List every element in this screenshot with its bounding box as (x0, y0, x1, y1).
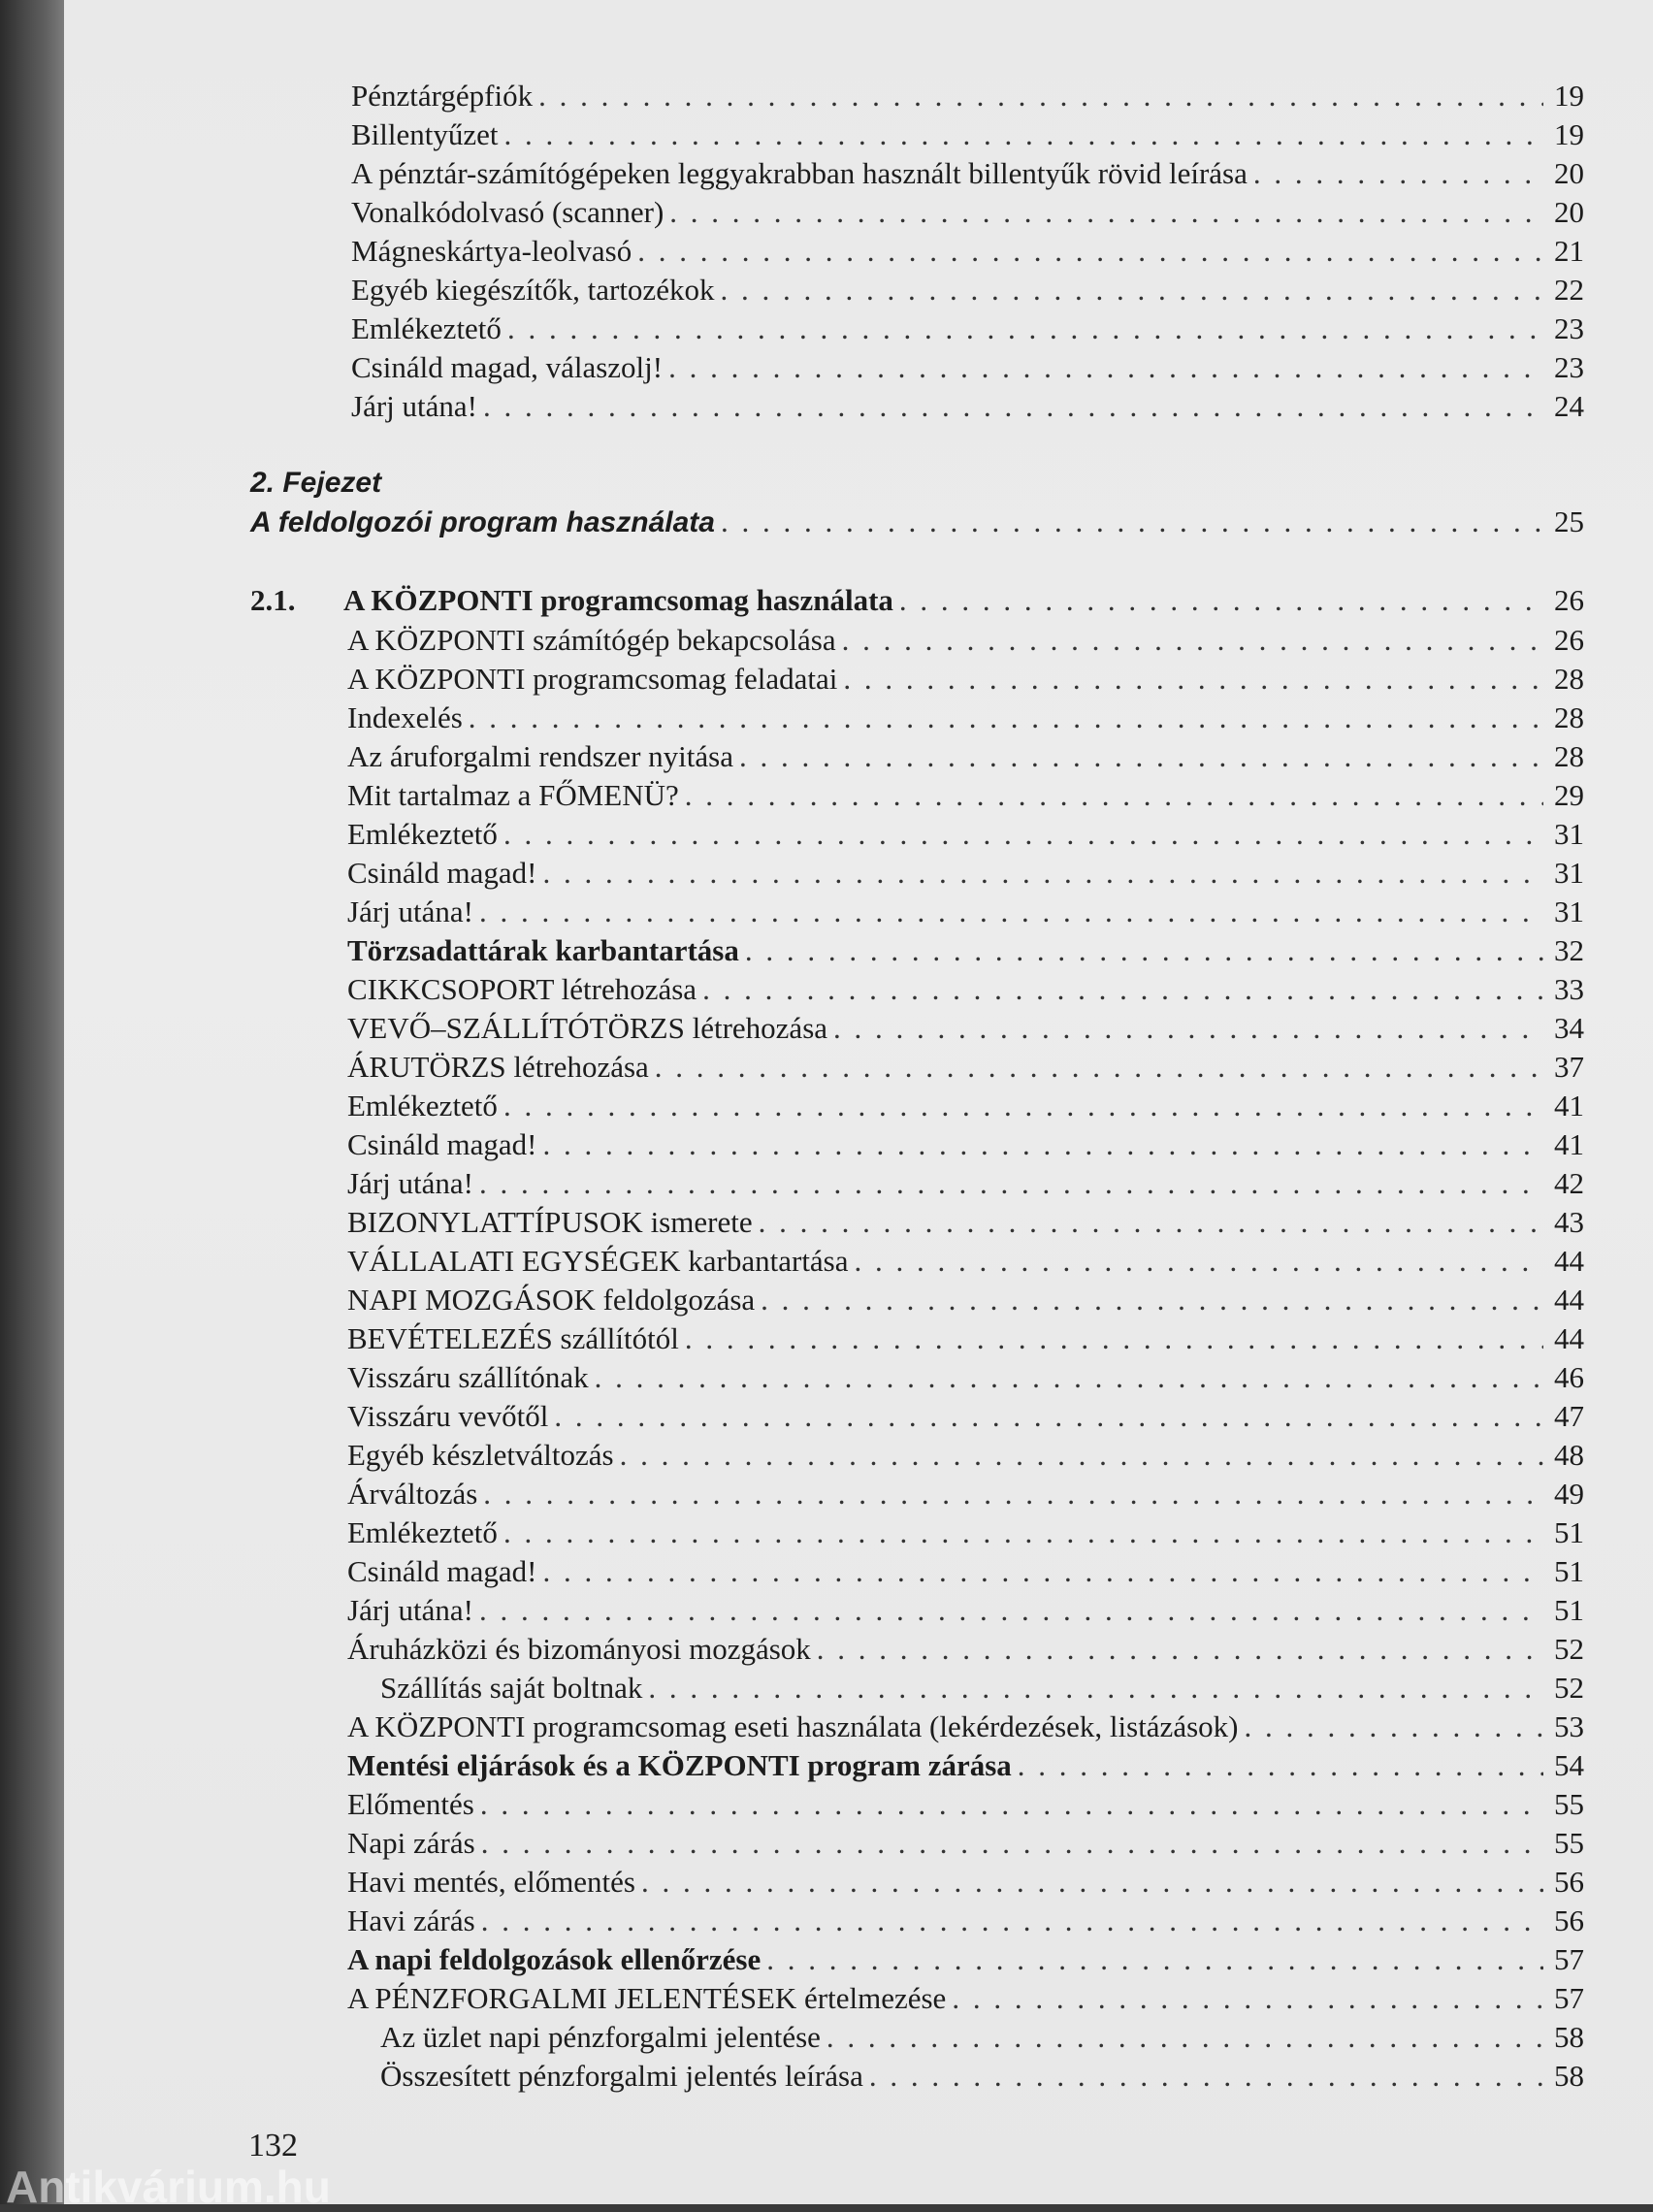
toc-entry-page: 44 (1554, 1283, 1584, 1317)
toc-entry-title: A PÉNZFORGALMI JELENTÉSEK értelmezése (347, 1981, 947, 2015)
leader-dots (855, 1242, 1543, 1281)
leader-dots (739, 737, 1543, 776)
toc-entry-title: Egyéb készletváltozás (347, 1438, 614, 1472)
toc-entry (347, 970, 1584, 1009)
toc-entry (380, 2057, 1584, 2096)
toc-entry-page: 42 (1554, 1166, 1584, 1200)
toc-entry-page: 23 (1554, 311, 1584, 345)
toc-entry-title: Csináld magad, válaszolj! (351, 350, 664, 384)
toc-entry-page: 48 (1554, 1438, 1584, 1472)
toc-entry-title: Mit tartalmaz a FŐMENÜ? (347, 778, 679, 812)
toc-entry-title: Billentyűzet (351, 117, 499, 151)
toc-entry-title: Emlékeztető (347, 1515, 498, 1549)
toc-entry (347, 1242, 1584, 1281)
leader-dots (745, 931, 1543, 970)
toc-entry-page: 44 (1554, 1321, 1584, 1355)
toc-entry-title: Járj utána! (347, 895, 473, 928)
leader-dots (595, 1358, 1543, 1397)
toc-entry-title: Indexelés (347, 700, 463, 734)
toc-entry (347, 621, 1584, 660)
toc-entry-title: Visszáru szállítónak (347, 1360, 589, 1394)
toc-entry-title: Vonalkódolvasó (scanner) (351, 195, 664, 229)
toc-entry-title: Havi mentés, előmentés (347, 1865, 635, 1899)
toc-entry (347, 815, 1584, 854)
leader-dots (817, 1630, 1543, 1669)
toc-entry-page: 21 (1554, 234, 1584, 268)
toc-entry-page: 33 (1554, 972, 1584, 1006)
toc-entry (347, 1708, 1584, 1746)
toc-entry (347, 1125, 1584, 1164)
toc-entry (347, 1475, 1584, 1513)
toc-entry (347, 1319, 1584, 1358)
toc-entry-page: 34 (1554, 1011, 1584, 1045)
leader-dots (1244, 1708, 1543, 1746)
toc-entry (347, 931, 1584, 970)
leader-dots (481, 1824, 1543, 1863)
leader-dots (655, 1048, 1543, 1087)
toc-entry-page: 20 (1554, 195, 1584, 229)
toc-entry-title: Emlékeztető (351, 311, 502, 345)
toc-entry (347, 1009, 1584, 1048)
toc-entry (351, 271, 1584, 309)
page-number: 132 (248, 2128, 298, 2163)
toc-entry-page: 43 (1554, 1205, 1584, 1239)
toc-entry-page: 55 (1554, 1787, 1584, 1821)
toc-entry-title: A KÖZPONTI programcsomag feladatai (347, 662, 838, 696)
toc-entry (347, 1630, 1584, 1669)
toc-entry-title: Az üzlet napi pénzforgalmi jelentése (380, 2020, 821, 2054)
toc-entry (347, 1746, 1584, 1785)
toc-entry (347, 1785, 1584, 1824)
toc-entry (347, 1048, 1584, 1087)
leader-dots (669, 193, 1543, 232)
toc-entry (351, 77, 1584, 115)
toc-entry (351, 193, 1584, 232)
leader-dots (766, 1940, 1543, 1979)
toc-entry (351, 154, 1584, 193)
leader-dots (685, 776, 1543, 815)
toc-entry-title: NAPI MOZGÁSOK feldolgozása (347, 1283, 756, 1317)
toc-entry-title: BEVÉTELEZÉS szállítótól (347, 1321, 679, 1355)
toc-entry-page: 41 (1554, 1089, 1584, 1122)
toc-entry-page: 58 (1554, 2059, 1584, 2093)
toc-entry-page: 24 (1554, 389, 1584, 423)
toc-entry (351, 348, 1584, 387)
toc-entry-title: BIZONYLATTÍPUSOK ismerete (347, 1205, 753, 1239)
toc-entry (351, 387, 1584, 426)
toc-entry (347, 1087, 1584, 1125)
leader-dots (720, 271, 1543, 309)
toc-entry-page: 29 (1554, 778, 1584, 812)
toc-entry (347, 1979, 1584, 2018)
leader-dots (481, 1902, 1543, 1940)
toc-entry-page: 20 (1554, 156, 1584, 190)
leader-dots (721, 503, 1543, 541)
toc-entry (347, 1863, 1584, 1902)
toc-entry-page: 28 (1554, 662, 1584, 696)
leader-dots (869, 2057, 1543, 2096)
toc-entry (351, 232, 1584, 271)
leader-dots (1018, 1746, 1543, 1785)
toc-entry-title: Összesített pénzforgalmi jelentés leírása (380, 2059, 863, 2093)
toc-entry-title: Csináld magad! (347, 1554, 537, 1588)
toc-entry-page: 19 (1554, 117, 1584, 151)
toc-entry-page: 46 (1554, 1360, 1584, 1394)
leader-dots (826, 2018, 1543, 2057)
toc-entry-page: 52 (1554, 1632, 1584, 1666)
section-number: 2.1. (250, 583, 296, 617)
toc-entry-page: 44 (1554, 1244, 1584, 1278)
toc-entry-title: VÁLLALATI EGYSÉGEK karbantartása (347, 1244, 849, 1278)
leader-dots (483, 387, 1543, 426)
book-page (64, 0, 1653, 2204)
toc-entry-page: 37 (1554, 1050, 1584, 1084)
toc-entry (347, 699, 1584, 737)
toc-entry-page: 31 (1554, 895, 1584, 928)
toc-entry-title: Járj utána! (347, 1593, 473, 1627)
toc-entry-page: 51 (1554, 1554, 1584, 1588)
chapter-title-row (250, 503, 1584, 541)
toc-subsection-title: A napi feldolgozások ellenőrzése (347, 1942, 762, 1976)
leader-dots (507, 309, 1543, 348)
leader-dots (480, 1785, 1543, 1824)
toc-entry-page: 52 (1554, 1671, 1584, 1705)
toc-entry (380, 2018, 1584, 2057)
leader-dots (685, 1319, 1543, 1358)
leader-dots (483, 1475, 1543, 1513)
leader-dots (843, 660, 1543, 699)
book-spine-shadow (0, 0, 64, 2204)
leader-dots (702, 970, 1543, 1009)
toc-entry-title: Áruházközi és bizományosi mozgások (347, 1632, 811, 1666)
toc-entry-page: 56 (1554, 1903, 1584, 1937)
leader-dots (637, 232, 1543, 271)
toc-entry-title: A pénztár-számítógépeken leggyakrabban használt billentyűk rövid leírása (351, 156, 1248, 190)
toc-entry-page: 28 (1554, 700, 1584, 734)
watermark-text: Antikvárium.hu (6, 2162, 331, 2212)
leader-dots (833, 1009, 1543, 1048)
toc-entry-page: 57 (1554, 1942, 1584, 1976)
leader-dots (1253, 154, 1543, 193)
toc-entry-title: Szállítás saját boltnak (380, 1671, 643, 1705)
leader-dots (542, 854, 1543, 893)
toc-entry (347, 776, 1584, 815)
toc-entry-title: Csináld magad! (347, 1127, 537, 1161)
leader-dots (479, 893, 1543, 931)
toc-entry (347, 1203, 1584, 1242)
toc-entry-page: 31 (1554, 856, 1584, 890)
leader-dots (554, 1397, 1543, 1436)
leader-dots (952, 1979, 1543, 2018)
toc-entry (347, 1164, 1584, 1203)
toc-entry-title: Az áruforgalmi rendszer nyitása (347, 739, 733, 773)
leader-dots (899, 581, 1543, 620)
section-title: A KÖZPONTI programcsomag használata (343, 583, 893, 617)
toc-entry-title: VEVŐ–SZÁLLÍTÓTÖRZS létrehozása (347, 1011, 828, 1045)
leader-dots (842, 621, 1543, 660)
section-row (250, 581, 1584, 620)
toc-entry-page: 22 (1554, 273, 1584, 307)
toc-entry-page: 41 (1554, 1127, 1584, 1161)
leader-dots (620, 1436, 1543, 1475)
toc-entry (347, 893, 1584, 931)
leader-dots (641, 1863, 1543, 1902)
leader-dots (503, 1513, 1543, 1552)
leader-dots (538, 77, 1543, 115)
toc-entry (347, 854, 1584, 893)
toc-entry-page: 51 (1554, 1515, 1584, 1549)
toc-entry-page: 31 (1554, 817, 1584, 851)
toc-subsection-title: Mentési eljárások és a KÖZPONTI program zárása (347, 1748, 1012, 1782)
toc-entry-title: CIKKCSOPORT létrehozása (347, 972, 697, 1006)
chapter-title: A feldolgozói program használata (250, 506, 715, 538)
toc-entry (347, 1552, 1584, 1591)
toc-entry (347, 1902, 1584, 1940)
toc-entry-title: A KÖZPONTI számítógép bekapcsolása (347, 623, 836, 657)
toc-entry (351, 115, 1584, 154)
toc-entry-page: 26 (1554, 623, 1584, 657)
section-page: 26 (1554, 583, 1584, 617)
leader-dots (542, 1552, 1543, 1591)
leader-dots (479, 1591, 1543, 1630)
toc-entry-title: Árváltozás (347, 1477, 478, 1511)
leader-dots (759, 1203, 1543, 1242)
toc-entry (347, 1591, 1584, 1630)
toc-entry (347, 1513, 1584, 1552)
toc-entry-page: 23 (1554, 350, 1584, 384)
leader-dots (503, 1087, 1543, 1125)
toc-entry-page: 19 (1554, 79, 1584, 113)
toc-entry-title: Csináld magad! (347, 856, 537, 890)
toc-entry (347, 660, 1584, 699)
chapter-label: 2. Fejezet (250, 467, 382, 499)
toc-entry (347, 1824, 1584, 1863)
toc-entry-title: Emlékeztető (347, 1089, 498, 1122)
leader-dots (504, 115, 1543, 154)
toc-entry-page: 53 (1554, 1709, 1584, 1743)
toc-entry-title: Egyéb kiegészítők, tartozékok (351, 273, 715, 307)
toc-entry-title: ÁRUTÖRZS létrehozása (347, 1050, 649, 1084)
leader-dots (648, 1669, 1543, 1708)
toc-entry (347, 1436, 1584, 1475)
toc-entry (347, 1281, 1584, 1319)
toc-entry (347, 1940, 1584, 1979)
leader-dots (469, 699, 1543, 737)
toc-entry-title: Járj utána! (347, 1166, 473, 1200)
toc-entry-page: 49 (1554, 1477, 1584, 1511)
toc-entry-page: 56 (1554, 1865, 1584, 1899)
toc-entry-page: 54 (1554, 1748, 1584, 1782)
toc-entry-title: Pénztárgépfiók (351, 79, 534, 113)
toc-entry-title: Mágneskártya-leolvasó (351, 234, 632, 268)
toc-entry-title: A KÖZPONTI programcsomag eseti használata (lekérdezések, listázások) (347, 1709, 1239, 1743)
toc-entry-page: 47 (1554, 1399, 1584, 1433)
toc-entry-page: 32 (1554, 933, 1584, 967)
leader-dots (542, 1125, 1543, 1164)
toc-entry-title: Visszáru vevőtől (347, 1399, 549, 1433)
toc-subsection-title: Törzsadattárak karbantartása (347, 933, 739, 967)
toc-entry-title: Havi zárás (347, 1903, 475, 1937)
toc-entry-page: 28 (1554, 739, 1584, 773)
toc-entry-page: 55 (1554, 1826, 1584, 1860)
leader-dots (503, 815, 1543, 854)
toc-entry (347, 737, 1584, 776)
chapter-page: 25 (1554, 504, 1584, 538)
toc-entry-page: 51 (1554, 1593, 1584, 1627)
leader-dots (479, 1164, 1543, 1203)
toc-entry-title: Előmentés (347, 1787, 474, 1821)
toc-entry-page: 58 (1554, 2020, 1584, 2054)
toc-entry (380, 1669, 1584, 1708)
toc-entry (347, 1397, 1584, 1436)
toc-entry (347, 1358, 1584, 1397)
leader-dots (761, 1281, 1543, 1319)
toc-entry-page: 57 (1554, 1981, 1584, 2015)
leader-dots (668, 348, 1543, 387)
toc-entry-title: Emlékeztető (347, 817, 498, 851)
toc-entry (351, 309, 1584, 348)
toc-entry-title: Járj utána! (351, 389, 477, 423)
toc-entry-title: Napi zárás (347, 1826, 475, 1860)
